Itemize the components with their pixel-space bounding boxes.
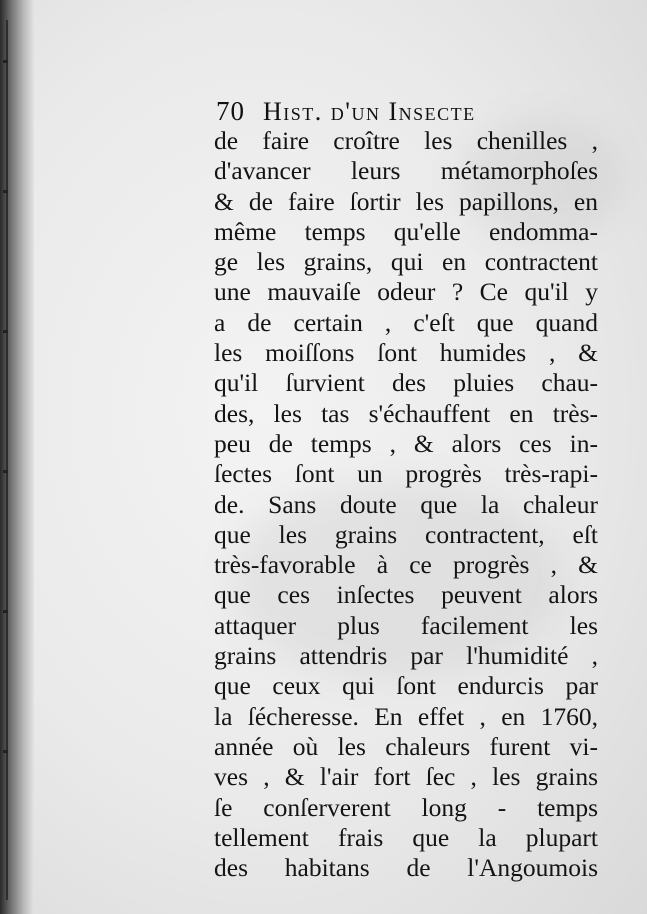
text-line: de faire croître les chenilles , xyxy=(214,126,598,155)
text-line: grains attendris par l'humidité , xyxy=(214,641,598,671)
book-binding-edge xyxy=(0,0,34,914)
text-line: année où les chaleurs furent vi- xyxy=(214,731,598,761)
binding-mark xyxy=(3,330,8,333)
binding-mark xyxy=(3,60,8,63)
text-line: tellement frais que la plupart xyxy=(214,822,598,852)
page-header xyxy=(216,96,476,128)
binding-mark xyxy=(3,470,8,473)
page-number: 70 xyxy=(216,96,245,126)
text-line: que les grains contractent, eſt xyxy=(214,519,598,549)
text-line: ſe conſerverent long - temps xyxy=(214,792,598,822)
binding-mark xyxy=(3,610,8,613)
body-text xyxy=(214,126,598,883)
text-line: ſectes ſont un progrès très-rapi- xyxy=(214,459,598,489)
text-line: peu de temps , & alors ces in- xyxy=(214,428,598,458)
text-line: a de certain , c'eſt que quand xyxy=(214,307,598,337)
text-line: même temps qu'elle endomma- xyxy=(214,216,598,246)
text-line: ves , & l'air fort ſec , les grains xyxy=(214,762,598,792)
binding-mark xyxy=(3,750,8,753)
binding-line xyxy=(6,20,8,900)
text-line: & de faire ſortir les papillons, en xyxy=(214,186,598,216)
text-line: la ſécheresse. En effet , en 1760, xyxy=(214,701,598,731)
text-line: qu'il ſurvient des pluies chau- xyxy=(214,368,598,398)
binding-mark xyxy=(3,190,8,193)
text-line: que ceux qui ſont endurcis par xyxy=(214,671,598,701)
text-line: une mauvaiſe odeur ? Ce qu'il y xyxy=(214,277,598,307)
text-line: ge les grains, qui en contractent xyxy=(214,247,598,277)
text-line: très-favorable à ce progrès , & xyxy=(214,550,598,580)
running-title: Hist. d'un Insecte xyxy=(263,97,476,126)
text-line: d'avancer leurs métamorphoſes xyxy=(214,156,598,186)
text-line: de. Sans doute que la chaleur xyxy=(214,489,598,519)
text-line: les moiſſons ſont humides , & xyxy=(214,338,598,368)
text-line: attaquer plus facilement les xyxy=(214,610,598,640)
text-line: des habitans de l'Angoumois xyxy=(214,853,598,883)
text-line: que ces inſectes peuvent alors xyxy=(214,580,598,610)
text-line: des, les tas s'échauffent en très- xyxy=(214,398,598,428)
